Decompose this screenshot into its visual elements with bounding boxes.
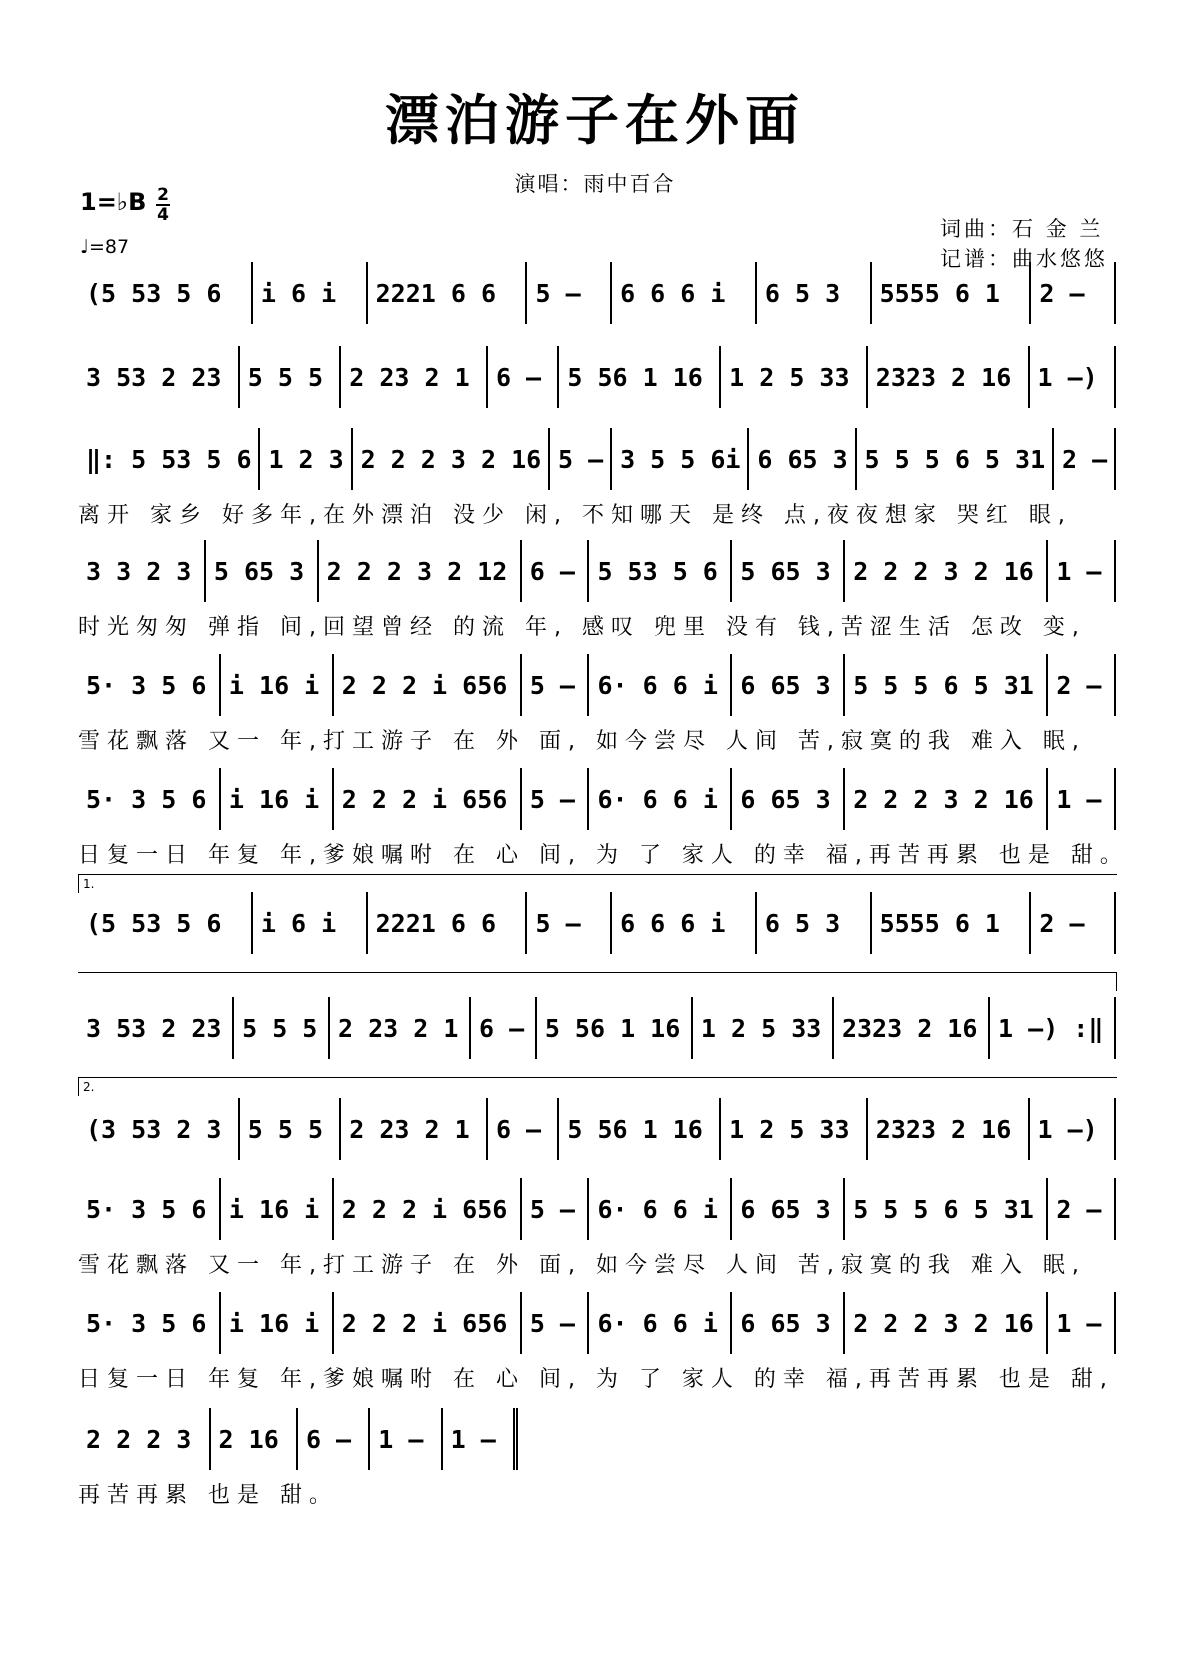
measure: 5· 3 5 6	[78, 654, 221, 716]
measure: 2 2 2 3 2 16	[353, 428, 550, 490]
measure: 5 5 5	[240, 1098, 342, 1160]
measure: i 6 i	[253, 262, 368, 324]
measure: 2221 6 6	[368, 892, 528, 954]
measure: 1 –)	[1030, 346, 1116, 408]
measure: 6 –	[488, 346, 559, 408]
measure: 3 53 2 23	[78, 346, 240, 408]
lyric-line: 雪花飘落 又一 年,打工游子 在 外 面, 如今尝尽 人间 苦,寂寞的我 难入 眠,	[78, 1253, 1086, 1278]
measure: 2323 2 16	[868, 346, 1030, 408]
measure: 2 2 2 3	[78, 1408, 211, 1470]
measure: 5 5 5	[234, 997, 330, 1059]
measure: 1 2 5 33	[721, 346, 868, 408]
measure: 1 –	[1048, 768, 1116, 830]
measure: 2 23 2 1	[341, 346, 488, 408]
measure: i 16 i	[221, 768, 334, 830]
ending-label: 1.	[83, 877, 95, 891]
measure: 5· 3 5 6	[78, 768, 221, 830]
measure: 2 –	[1048, 1178, 1116, 1240]
measure: 3 3 2 3	[78, 540, 206, 602]
time-signature	[156, 186, 170, 224]
composer-credit: 词曲：石 金 兰	[940, 217, 1104, 241]
measure: i 6 i	[253, 892, 368, 954]
measure: 1 –	[370, 1408, 442, 1470]
measure: 1 –)	[1030, 1098, 1116, 1160]
measure: (5 53 5 6	[78, 262, 253, 324]
lyric-line: 日复一日 年复 年,爹娘嘱咐 在 心 间, 为 了 家人 的幸 福,再苦再累 也是 甜,	[78, 1367, 1114, 1392]
measure: 1 –	[443, 1408, 518, 1470]
measure: 5· 3 5 6	[78, 1178, 221, 1240]
lyric-line: 再苦再累 也是 甜。	[78, 1483, 338, 1508]
measure: (5 53 5 6	[78, 892, 253, 954]
measure: 2 23 2 1	[341, 1098, 488, 1160]
measure: 6 65 3	[732, 654, 845, 716]
measure: 5 5 5 6 5 31	[857, 428, 1054, 490]
measure: 2 16	[211, 1408, 298, 1470]
measure: 3 5 5 6i	[612, 428, 749, 490]
ending-label: 2.	[83, 1080, 95, 1094]
measure: 6 –	[488, 1098, 559, 1160]
measure: 1 –) :‖	[990, 997, 1116, 1059]
measure: 6 65 3	[732, 768, 845, 830]
lyric-line: 时光匆匆 弹指 间,回望曾经 的流 年, 感叹 兜里 没有 钱,苦涩生活 怎改 变,	[78, 615, 1086, 640]
singer-credit: 演唱：雨中百合	[514, 172, 676, 196]
measure: 5555 6 1	[872, 262, 1032, 324]
measure: 2323 2 16	[834, 997, 990, 1059]
measure: i 16 i	[221, 1292, 334, 1354]
measure: 5 –	[522, 654, 590, 716]
measure: 2 2 2 3 2 16	[845, 540, 1048, 602]
key-signature: 1=♭B	[80, 188, 147, 216]
measure: 2 –	[1048, 654, 1116, 716]
second-ending-bracket	[78, 1077, 1117, 1096]
measure: 5 56 1 16	[537, 997, 693, 1059]
measure: 5 65 3	[732, 540, 845, 602]
measure: 2 2 2 i 656	[334, 1292, 522, 1354]
meter-top: 2	[157, 185, 169, 205]
measure: 6 5 3	[757, 892, 872, 954]
tempo-marking: ♩=87	[80, 236, 130, 258]
measure: 1 –	[1048, 1292, 1116, 1354]
measure: 6· 6 6 i	[589, 1178, 732, 1240]
measure: (3 53 2 3	[78, 1098, 240, 1160]
measure: 6· 6 6 i	[589, 654, 732, 716]
measure: 6 65 3	[749, 428, 856, 490]
measure: 5 –	[527, 262, 612, 324]
measure: i 16 i	[221, 1178, 334, 1240]
measure: 6 5 3	[757, 262, 872, 324]
first-ending-bracket	[78, 874, 1117, 893]
measure: 6 –	[522, 540, 590, 602]
measure: 6· 6 6 i	[589, 768, 732, 830]
measure: 5 –	[522, 1292, 590, 1354]
lyric-line: 雪花飘落 又一 年,打工游子 在 外 面, 如今尝尽 人间 苦,寂寞的我 难入 眠,	[78, 729, 1086, 754]
measure: 2 23 2 1	[330, 997, 471, 1059]
measure: 6 –	[298, 1408, 370, 1470]
first-ending-bracket-continued	[78, 972, 1117, 991]
meter-bottom: 4	[157, 205, 169, 225]
measure: 2 2 2 3 2 16	[845, 768, 1048, 830]
measure: 6 6 6 i	[612, 892, 757, 954]
measure: 5 –	[527, 892, 612, 954]
measure: 2 2 2 i 656	[334, 654, 522, 716]
measure: 5 5 5 6 5 31	[845, 654, 1048, 716]
measure: 1 –	[1048, 540, 1116, 602]
measure: 2 –	[1031, 892, 1116, 954]
measure: 2 2 2 3 2 16	[845, 1292, 1048, 1354]
measure: 5 –	[522, 768, 590, 830]
measure: 1 2 5 33	[693, 997, 834, 1059]
measure: 5 56 1 16	[559, 1098, 721, 1160]
measure: 2 –	[1054, 428, 1116, 490]
measure: 5 53 5 6	[589, 540, 732, 602]
measure: 1 2 5 33	[721, 1098, 868, 1160]
measure: 2 –	[1031, 262, 1116, 324]
measure: 6 65 3	[732, 1292, 845, 1354]
measure: 6 6 6 i	[612, 262, 757, 324]
measure: 5 65 3	[206, 540, 319, 602]
measure: 1 2 3	[260, 428, 352, 490]
measure: 5 56 1 16	[559, 346, 721, 408]
measure: 5555 6 1	[872, 892, 1032, 954]
measure: 3 53 2 23	[78, 997, 234, 1059]
lyric-line: 日复一日 年复 年,爹娘嘱咐 在 心 间, 为 了 家人 的幸 福,再苦再累 也是 甜。	[78, 843, 1129, 868]
measure: 5· 3 5 6	[78, 1292, 221, 1354]
lyric-line: 离开 家乡 好多年,在外漂泊 没少 闲, 不知哪天 是终 点,夜夜想家 哭红 眼,	[78, 503, 1072, 528]
measure: 5 5 5 6 5 31	[845, 1178, 1048, 1240]
measure: 5 –	[522, 1178, 590, 1240]
measure: 5 5 5	[240, 346, 342, 408]
measure: 2 2 2 i 656	[334, 1178, 522, 1240]
measure: 2 2 2 i 656	[334, 768, 522, 830]
transcriber-credit: 记谱：曲水悠悠	[940, 247, 1108, 271]
song-title: 漂泊游子在外面	[385, 88, 805, 152]
measure: 5 –	[550, 428, 612, 490]
measure: 6 –	[471, 997, 537, 1059]
measure: 2323 2 16	[868, 1098, 1030, 1160]
measure: 2 2 2 3 2 12	[319, 540, 522, 602]
measure: ‖: 5 53 5 6	[78, 428, 260, 490]
measure: 2221 6 6	[368, 262, 528, 324]
measure: 6 65 3	[732, 1178, 845, 1240]
measure: i 16 i	[221, 654, 334, 716]
measure: 6· 6 6 i	[589, 1292, 732, 1354]
